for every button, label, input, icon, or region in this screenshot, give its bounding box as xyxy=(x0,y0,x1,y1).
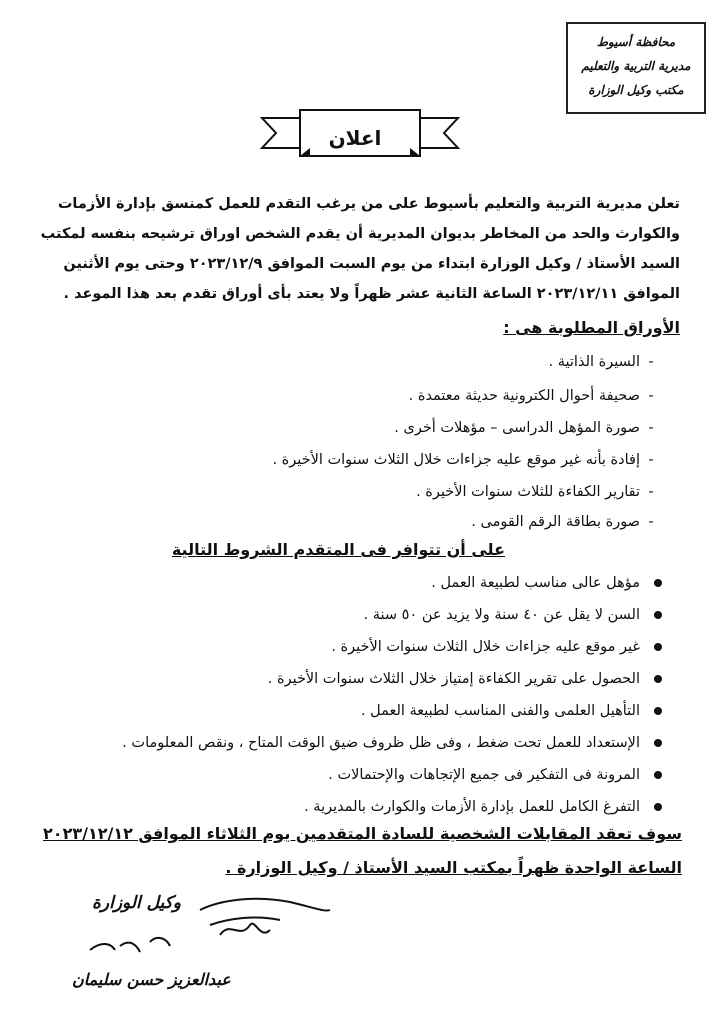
required-doc-item: -السيرة الذاتية . xyxy=(548,354,654,370)
required-docs-heading: الأوراق المطلوبة هى : xyxy=(503,318,680,337)
required-doc-item: -صورة المؤهل الدراسى – مؤهلات أخرى . xyxy=(394,420,654,436)
intro-line-2: والكوارث والحد من المخاطر بديوان المديرية أن يقدم الشخص اوراق ترشيحه بنفسه لمكتب xyxy=(40,226,680,242)
condition-item: التأهيل العلمى والفنى المناسب لطبيعة العمل . xyxy=(361,698,662,724)
interview-notice-line-2: الساعة الواحدة ظهراً بمكتب السيد الأستاذ / وكيل الوزارة . xyxy=(225,858,682,877)
intro-line-3: السيد الأستاذ / وكيل الوزارة ابتداء من يوم السبت الموافق ٢٠٢٣/١٢/٩ وحتى يوم الأثنين xyxy=(63,256,680,272)
condition-item: الحصول على تقرير الكفاءة إمتياز خلال الثلاث سنوات الأخيرة . xyxy=(268,666,662,692)
condition-item: التفرغ الكامل للعمل بإدارة الأزمات والكوارث بالمديرية . xyxy=(304,794,662,820)
condition-item: المرونة فى التفكير فى جميع الإتجاهات والإحتمالات . xyxy=(328,762,662,788)
interview-notice-line-1: سوف تعقد المقابلات الشخصية للسادة المتقدمين يوم الثلاثاء الموافق ٢٠٢٣/١٢/١٢ xyxy=(43,824,682,843)
page-title: اعلان xyxy=(328,126,382,150)
signature-title: وكيل الوزارة xyxy=(92,893,181,913)
intro-line-4: الموافق ٢٠٢٣/١٢/١١ الساعة الثانية عشر ظهراً ولا يعتد بأى أوراق تقدم بعد هذا الموعد . xyxy=(63,286,680,302)
required-doc-item: -صحيفة أحوال الكترونية حديثة معتمدة . xyxy=(408,388,654,404)
condition-item: مؤهل عالى مناسب لطبيعة العمل . xyxy=(431,570,662,596)
intro-line-1: تعلن مديرية التربية والتعليم بأسيوط على من يرغب التقدم للعمل كمنسق بإدارة الأزمات xyxy=(57,196,680,212)
required-doc-item: -صورة بطاقة الرقم القومى . xyxy=(471,514,654,530)
stamp-line-governorate: محافظة أسيوط xyxy=(596,35,676,49)
condition-item: غير موقع عليه جزاءات خلال الثلاث سنوات الأخيرة . xyxy=(331,634,662,660)
signature-name: عبدالعزيز حسن سليمان xyxy=(72,970,231,989)
stamp-line-directorate: مديرية التربية والتعليم xyxy=(581,59,691,73)
required-doc-item: -إفادة بأنه غير موقع عليه جزاءات خلال الثلاث سنوات الأخيرة . xyxy=(272,452,654,468)
required-doc-item: -تقارير الكفاءة للثلاث سنوات الأخيرة . xyxy=(416,484,654,500)
condition-item: السن لا يقل عن ٤٠ سنة ولا يزيد عن ٥٠ سنة . xyxy=(364,602,662,628)
stamp-line-office: مكتب وكيل الوزارة xyxy=(588,83,684,97)
conditions-heading: على أن تتوافر فى المتقدم الشروط التالية xyxy=(171,540,505,559)
condition-item: الإستعداد للعمل تحت ضغط ، وفى ظل ظروف ضيق الوقت المتاح ، ونقص المعلومات . xyxy=(122,730,662,756)
